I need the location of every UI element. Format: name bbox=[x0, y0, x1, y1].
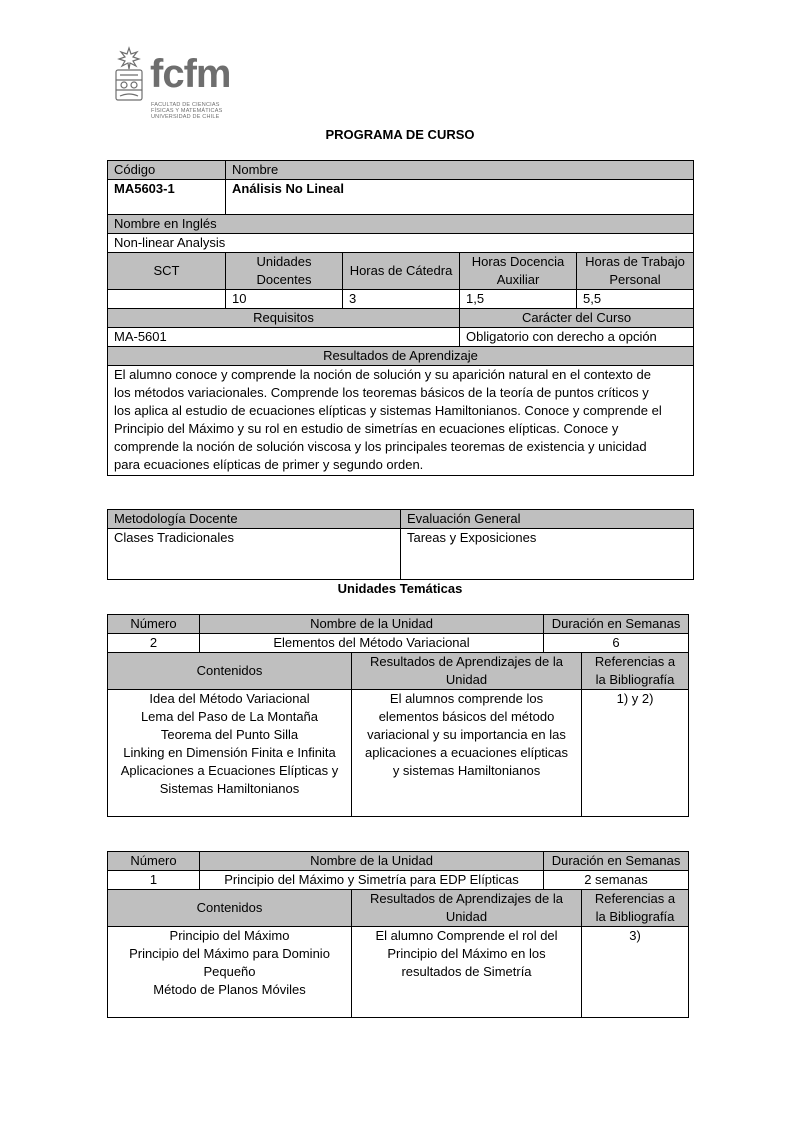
page-title: PROGRAMA DE CURSO bbox=[325, 127, 475, 142]
unit-table bbox=[107, 614, 689, 817]
logo-wordmark: fcfm bbox=[150, 52, 231, 96]
unit-results: El alumno Comprende el rol del Principio del Máximo en los resultados de Simetría bbox=[352, 927, 582, 1018]
unit-table bbox=[107, 851, 689, 1018]
sct-value bbox=[108, 290, 226, 309]
units-title: Unidades Temáticas bbox=[337, 581, 463, 596]
sct-label: SCT bbox=[108, 253, 226, 290]
personal-hours-label: Horas de Trabajo Personal bbox=[577, 253, 694, 290]
evaluation-label: Evaluación General bbox=[401, 510, 694, 529]
unit-name-label: Nombre de la Unidad bbox=[200, 852, 544, 871]
references-label: Referencias a la Bibliografía bbox=[582, 890, 689, 927]
unit-duration-label: Duración en Semanas bbox=[544, 852, 689, 871]
logo-subtitle: FACULTAD DE CIENCIAS FÍSICAS Y MATEMÁTICAS UNIVERSIDAD DE CHILE bbox=[151, 102, 223, 120]
units-label: Unidades Docentes bbox=[226, 253, 343, 290]
character-value: Obligatorio con derecho a opción bbox=[460, 328, 694, 347]
unit-results-label: Resultados de Aprendizajes de la Unidad bbox=[352, 890, 582, 927]
english-name-label: Nombre en Inglés bbox=[108, 215, 694, 234]
unit-number: 2 bbox=[108, 634, 200, 653]
requirements-label: Requisitos bbox=[108, 309, 460, 328]
aux-hours-value: 1,5 bbox=[460, 290, 577, 309]
unit-name-label: Nombre de la Unidad bbox=[200, 615, 544, 634]
units-value: 10 bbox=[226, 290, 343, 309]
unit-contents: Principio del Máximo Principio del Máximo para Dominio Pequeño Método de Planos Móviles bbox=[108, 927, 352, 1018]
requirements-value: MA-5601 bbox=[108, 328, 460, 347]
fcfm-logo bbox=[110, 46, 242, 130]
university-seal-icon bbox=[110, 46, 148, 106]
unit-results-label: Resultados de Aprendizajes de la Unidad bbox=[352, 653, 582, 690]
unit-number: 1 bbox=[108, 871, 200, 890]
lecture-hours-value: 3 bbox=[343, 290, 460, 309]
personal-hours-value: 5,5 bbox=[577, 290, 694, 309]
aux-hours-label: Horas Docencia Auxiliar bbox=[460, 253, 577, 290]
contents-label: Contenidos bbox=[108, 890, 352, 927]
methodology-value: Clases Tradicionales bbox=[108, 529, 401, 580]
unit-results: El alumnos comprende los elementos básicos del método variacional y su importancia en las aplicaciones a ecuaciones elípticas y sistemas Hamiltonianos bbox=[352, 690, 582, 817]
unit-name: Elementos del Método Variacional bbox=[200, 634, 544, 653]
english-name: Non-linear Analysis bbox=[108, 234, 694, 253]
unit-number-label: Número bbox=[108, 852, 200, 871]
learning-results-label: Resultados de Aprendizaje bbox=[108, 347, 694, 366]
unit-number-label: Número bbox=[108, 615, 200, 634]
unit-duration: 6 bbox=[544, 634, 689, 653]
course-info-table bbox=[107, 160, 694, 476]
methodology-table bbox=[107, 509, 694, 580]
references-label: Referencias a la Bibliografía bbox=[582, 653, 689, 690]
unit-duration: 2 semanas bbox=[544, 871, 689, 890]
learning-results-text: El alumno conoce y comprende la noción de solución y su aparición natural en el contexto de los métodos variacionales. Comprende los teoremas básicos de la teoría de puntos críticos y los aplica al estudio de ecuaciones elípticas y sistemas Hamiltonianos. Conoce y comprende el Principio del Máximo y su rol en estudio de simetrías en ecuaciones elípticas. Conoce y comprende la noción de solución viscosa y los principales teoremas de existencia y unicidad para ecuaciones elípticas de primer y segundo orden. bbox=[108, 366, 694, 476]
character-label: Carácter del Curso bbox=[460, 309, 694, 328]
lecture-hours-label: Horas de Cátedra bbox=[343, 253, 460, 290]
course-name: Análisis No Lineal bbox=[226, 180, 694, 215]
unit-contents: Idea del Método Variacional Lema del Paso de La Montaña Teorema del Punto Silla Linking en Dimensión Finita e Infinita Aplicaciones a Ecuaciones Elípticas y Sistemas Hamiltonianos bbox=[108, 690, 352, 817]
course-code: MA5603-1 bbox=[108, 180, 226, 215]
unit-duration-label: Duración en Semanas bbox=[544, 615, 689, 634]
contents-label: Contenidos bbox=[108, 653, 352, 690]
unit-name: Principio del Máximo y Simetría para EDP Elípticas bbox=[200, 871, 544, 890]
code-label: Código bbox=[108, 161, 226, 180]
name-label: Nombre bbox=[226, 161, 694, 180]
methodology-label: Metodología Docente bbox=[108, 510, 401, 529]
unit-references: 3) bbox=[582, 927, 689, 1018]
unit-references: 1) y 2) bbox=[582, 690, 689, 817]
evaluation-value: Tareas y Exposiciones bbox=[401, 529, 694, 580]
